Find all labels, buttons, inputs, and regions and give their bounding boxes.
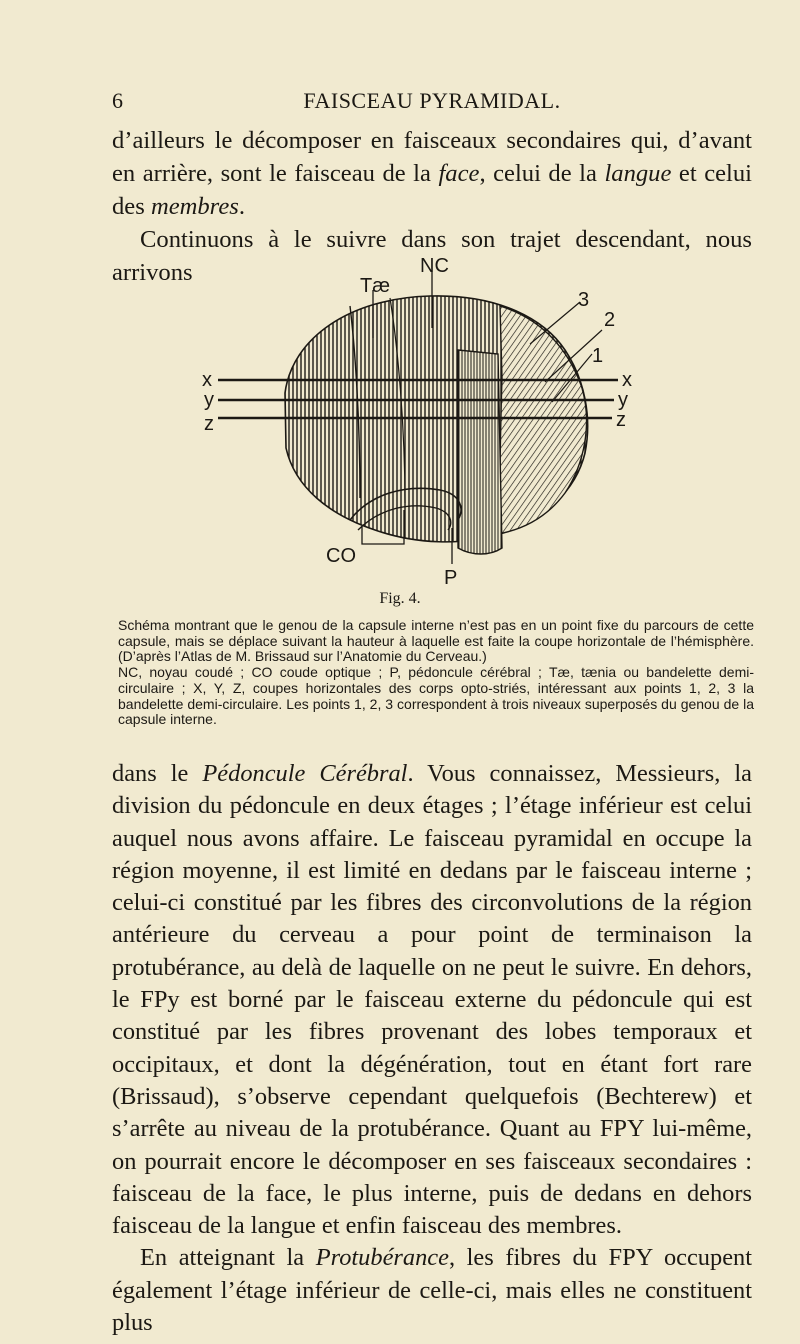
figure-number: Fig. 4. [379,590,421,607]
paragraph-1 [112,124,752,223]
label-1: 1 [592,345,604,367]
label-y-right: y [618,389,628,411]
italic-term: face [438,160,480,187]
label-x-right: x [622,369,632,391]
italic-term: membres [150,193,239,220]
italic-term: Pédoncule Cérébral [202,760,408,787]
text-run: d’ailleurs le décomposer en faisceaux secondaires qui, d’avant en arrière, sont le faisceau de la [112,127,752,187]
caption-paragraph-1: Schéma montrant que le genou de la capsule interne n’est pas en un point fixe du parcours de cette capsule, mais se déplace suivant la hauteur à laquelle est faite la coupe horizontale de l’hémisphère. (D’après l’Atlas de M. Brissaud sur l’Anatomie du Cerveau.) [118,617,754,665]
italic-term: Protubérance [315,1244,449,1272]
text-run: En atteignant la [140,1244,316,1272]
label-y-left: y [204,389,214,411]
text-run: dans le [112,760,203,787]
label-z-left: z [204,413,214,435]
text-run: et celui des [112,160,752,220]
text-run: , celui de la [479,160,605,187]
page-number: 6 [112,88,124,113]
label-z-right: z [616,409,626,431]
label-nc: NC [420,258,449,277]
text-run: , les fibres du FPY occupent également l’étage inférieur de celle-ci, mais elles ne constituent plus [112,1244,752,1337]
label-co: CO [326,545,356,567]
label-3: 3 [578,289,590,311]
bottom-text-block [112,758,752,1339]
paragraph-4 [112,1242,752,1339]
capsule-diagram [200,258,650,588]
caption-paragraph-2: NC, noyau coudé ; CO coude optique ; P, pédoncule cérébral ; Tæ, tænia ou bandelette demi-circulaire ; X, Y, Z, coupes horizontales des corps opto-striés, intéressant aux points 1, 2, 3 la bandelette demi-circulaire. Les points 1, 2, 3 correspondent à trois niveaux superposés du genou de la capsule interne. [118,664,754,728]
label-p: P [444,567,458,588]
text-run: . [238,193,245,220]
text-run: . Vous connaissez, Messieurs, la division du pédoncule en deux étages ; l’étage inférieur est celui auquel nous avons affaire. Le faisceau pyramidal en occupe la région moyenne, il est limité en dedans par le faisceau interne ; celui-ci constitué par les fibres des circonvolutions de la région antérieure du cerveau a pour point de terminaison la protubérance, au delà de laquelle on ne peut le suivre. En dehors, le FPy est borné par le faisceau externe du pédoncule qui est constitué par les fibres provenant des lobes temporaux et occipitaux, et dont la dégénération, tout en étant fort rare (Brissaud), s’observe cependant quelquefois (Bechterew) et s’arrête au niveau de la protubérance. Quant au FPY lui-même, on pourrait encore le décomposer en ses faisceaux secondaires : faisceau de la face, le plus interne, puis de dedans en dehors faisceau de la langue et enfin faisceau des membres. [112,760,752,1240]
label-tae: Tæ [360,275,390,297]
paragraph-2: Continuons à le suivre dans son trajet descendant, nous arrivons [112,226,752,286]
label-x-left: x [202,369,212,391]
running-title: FAISCEAU PYRAMIDAL. [303,88,561,113]
paragraph-3 [112,758,752,1242]
label-2: 2 [604,309,616,331]
right-lobe [498,306,587,534]
figure-caption [118,618,754,728]
italic-term: langue [604,160,672,187]
running-head [112,88,752,118]
